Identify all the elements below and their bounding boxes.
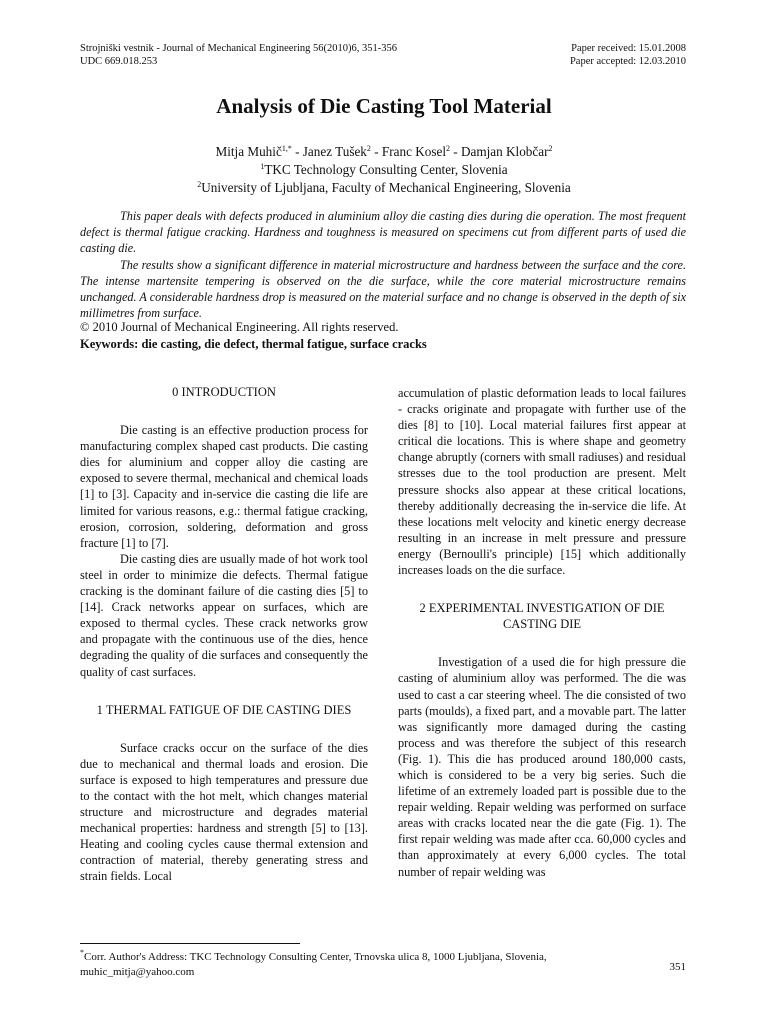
paper-title: Analysis of Die Casting Tool Material [216,94,552,118]
paper-accepted-date: Paper accepted: 12.03.2010 [569,56,686,67]
author-affiliation-mark: 2 [445,144,450,153]
paper-received-date: Paper received: 15.01.2008 [571,43,686,54]
right-column [398,385,686,880]
left-column [80,382,368,885]
body-paragraph: Die casting is an effective production process for manufacturing complex shaped cast products. Die casting dies for aluminium and copper alloy die casting are exposed to severe thermal, mechanical and chemical loads [1] to [3]. Capacity and in-service die casting die life are limited for various reasons, e.g.: thermal fatigue cracking, erosion, corrosion, soldering, deformation and gross fracture [1] to [7]. [80,423,368,550]
affiliation-mark: 1 [260,162,265,171]
body-paragraph: Die casting dies are usually made of hot work tool steel in order to minimize die defects. Thermal fatigue cracking is the dominant failure of die casting dies [5] to [14]. Crack networks appear on surfaces, which are exposed to thermal cycles. These crack networks grow and propagate with the continuous use of the dies, hence degrading the quality of die surfaces and consequently the quality of cast surfaces. [80,551,368,679]
author-block [0,143,768,197]
keywords: Keywords: die casting, die defect, thermal fatigue, surface cracks [80,337,427,351]
copyright-notice: © 2010 Journal of Mechanical Engineering. All rights reserved. [80,320,399,334]
affiliation-text: TKC Technology Consulting Center, Slovenia [264,162,508,177]
body-paragraph: Investigation of a used die for high pressure die casting of aluminium alloy was performed. The die was used to cast a car steering wheel. The die consisted of two parts (moulds), a fixed part, and a movable part. The latter was significantly more damaged during the casting process and was therefore the subject of this research (Fig. 1). This die has produced around 180,000 casts, which is considered to be a very big series. Such die lifetime of an extremely loaded part is possible due to the repair welding. Repair welding was performed on surface areas with cracks located near the die gate (Fig. 1). The first repair welding was made after cca. 60,000 cycles and than approximately at every 6,000 cycles. The total number of repair welding was [398,655,686,879]
footnote-divider [80,943,300,944]
udc-code: UDC 669.018.253 [80,56,158,67]
section-heading-introduction: 0 INTRODUCTION [172,385,276,399]
corresponding-author-address: Corr. Author's Address: TKC Technology Consulting Center, Trnovska ulica 8, 1000 Ljubljana, Slovenia, muhic_mitja@yahoo.com [80,951,547,978]
author-affiliation-mark: 2 [548,144,553,153]
paper-dates [570,42,686,68]
section-heading-experimental: 2 EXPERIMENTAL INVESTIGATION OF DIE CASTING DIE [419,601,665,632]
abstract-paragraph: The results show a significant difference in material microstructure and hardness between the surface and the core. The intense martensite tempering is observed on the die surface, while the core material microstructure remains unchanged. A considerable hardness drop is measured on the material surface and no change is observed in the depth of six millimetres from surface. [80,257,686,321]
journal-header [80,42,397,68]
page-number: 351 [669,961,686,973]
author-name: Mitja Muhič [215,144,282,159]
affiliation-2 [0,179,768,197]
author-affiliation-mark: 2 [366,144,371,153]
author-name: - Franc Kosel [370,144,446,159]
affiliation-text: University of Ljubljana, Faculty of Mechanical Engineering, Slovenia [201,180,571,195]
abstract [80,208,686,321]
affiliation-mark: 2 [197,180,202,189]
body-paragraph: Surface cracks occur on the surface of the dies due to mechanical and thermal loads and erosion. Die surface is exposed to high temperatures and pressure due to the contact with the hot melt, which changes material structure and microstructure and degrades material mechanical properties: hardness and strength [5] to [13]. Heating and cooling cycles cause thermal extension and contraction of material, thereby generating stress and strain fields. Local [80,740,368,884]
affiliation-1 [0,161,768,179]
author-name: - Janez Tušek [291,144,367,159]
footnote-mark: * [80,948,84,957]
author-name: - Damjan Klobčar [449,144,549,159]
author-list [0,143,768,161]
abstract-paragraph: This paper deals with defects produced in aluminium alloy die casting dies during die operation. The most frequent defect is thermal fatigue cracking. Hardness and toughness is measured on specimens cut from different parts of used die casting die. [80,209,686,256]
journal-citation: Strojniški vestnik - Journal of Mechanical Engineering 56(2010)6, 351-356 [80,43,397,54]
body-paragraph-continued: accumulation of plastic deformation leads to local failures - cracks originate and propagate with further use of the dies [8] to [10]. Local material failures first appear at critical die locations. This is where shape and geometry change abruptly (corners with small radiuses) and residual stresses due to the tool production are present. Melt pressure shocks also appear at these critical locations, thereby additionally decreasing the in-service die life. At these locations melt velocity and kinetic energy decrease resulting in an increase in melt pressure and pressure energy (Bernoulli's principle) [15] which additionally increases loads on the die surface. [398,386,686,578]
footnote [80,950,640,980]
author-affiliation-mark: 1,* [281,144,292,153]
section-heading-thermal-fatigue: 1 THERMAL FATIGUE OF DIE CASTING DIES [96,702,352,717]
